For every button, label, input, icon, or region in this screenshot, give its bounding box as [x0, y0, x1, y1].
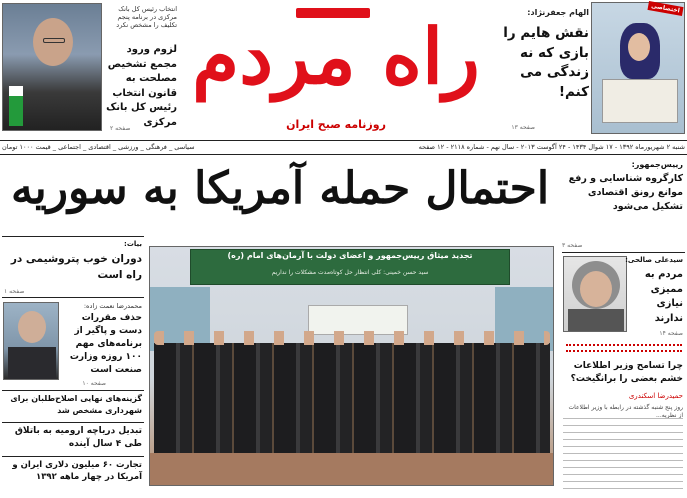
top-right-badge: اختصاصی [648, 1, 684, 16]
masthead-tagline: روزنامه صبح ایران [286, 118, 386, 131]
right-item3-body: روز پنج شنبه گذشته در رابطه با وزیر اطلاعات از نظریه... [568, 404, 683, 419]
left-item3-headline[interactable]: گزینه‌های نهایی اصلاح‌طلبان برای شهرداری مشخص شد [10, 394, 142, 415]
main-photo-banner-text: تجدید میثاق رییس‌جمهور و اعضای دولت با آرمان‌های امام (ره) [227, 251, 473, 260]
salehi-photo [563, 256, 627, 332]
info-bar-bottom-rule [0, 154, 687, 155]
actress-photo [591, 2, 685, 134]
left-item2-kicker: محمدرضا نعمت زاده: [83, 302, 142, 310]
top-right-headline: نقش هایم را بازی که نه زندگی می کنم! [503, 25, 589, 100]
left-divider-top [2, 236, 144, 237]
main-photo-group [154, 343, 550, 453]
left-divider-2 [2, 390, 144, 391]
left-column [0, 230, 146, 498]
right-column [560, 156, 687, 498]
masthead-name: راه مردم [192, 12, 480, 101]
right-item2-kicker: سیدعلی صالحی: [625, 256, 683, 264]
left-item1-headline[interactable]: دوران خوب پتروشیمی در راه است [10, 253, 142, 281]
right-item2-headline[interactable]: مردم به ممیزی نیازی ندارند [644, 269, 683, 324]
right-item3-byline: حمیدرضا اسکندری [628, 392, 683, 400]
left-item4-headline[interactable]: تبدیل دریاچه ارومیه به باتلاق طی ۴ سال آینده [14, 426, 142, 450]
masthead [186, 0, 486, 140]
left-item2-headline[interactable]: حذف مقررات دست و پاگیر از برنامه‌های مهم ۱۰۰ روزه وزارت صنعت است [69, 313, 142, 376]
right-divider-1 [562, 252, 685, 253]
right-item1-page: صفحه ۳ [562, 242, 583, 249]
left-item1-kicker: بیات: [124, 240, 142, 248]
info-bar-top-rule [0, 140, 687, 141]
nematzadeh-photo [3, 302, 59, 380]
top-left-page: صفحه ۲ [110, 125, 131, 132]
left-item5-headline[interactable]: تجارت ۶۰ میلیون دلاری ایران و آمریکا در چهار ماهه ۱۳۹۲ [12, 460, 142, 483]
right-item3-body-lines [563, 418, 683, 494]
left-divider-3 [2, 422, 144, 423]
main-headline[interactable]: احتمال حمله آمریکا به سوریه [10, 163, 550, 214]
top-right-byline: الهام جعفرنژاد: [527, 8, 589, 17]
left-item2-page: صفحه ۱۰ [82, 380, 106, 387]
top-right-teaser[interactable] [484, 2, 685, 136]
top-left-headline: لزوم ورود مجمع تشخیص مصلحت به قانون انتخاب رئیس کل بانک مرکزی [106, 44, 177, 128]
left-divider-1 [2, 297, 144, 298]
right-item1-headline[interactable]: کارگروه شناسایی و رفع موانع رونق اقتصادی تشکیل می‌شود [568, 173, 683, 212]
right-item3-headline[interactable]: چرا تسامح وزیر اطلاعات خشم بعضی را برانگیخت؟ [570, 361, 683, 385]
official-photo [2, 3, 102, 131]
right-ornament [566, 344, 682, 352]
info-bar-sections: سیاسی _ فرهنگی _ ورزشی _ اقتصادی _ اجتماعی _ قیمت ۱۰۰۰ تومان [2, 143, 195, 151]
top-left-teaser[interactable] [2, 3, 177, 136]
top-right-page: صفحه ۱۳ [511, 124, 535, 131]
info-bar-date: شنبه ۲ شهریورماه ۱۳۹۲ - ۱۷ شوال ۱۴۳۴ - ۲۴ آگوست ۲۰۱۳ - سال نهم - شماره ۲۱۱۸ - ۱۲ صفحه [418, 143, 685, 151]
main-photo [149, 246, 554, 486]
main-photo-sub-text: سید حسن خمینی: کلی انتظار حل کوتاه‌مدت مشکلات را نداریم [271, 269, 429, 276]
left-item1-page: صفحه ۱ [4, 288, 25, 295]
top-left-kicker: انتخاب رئیس کل بانک مرکزی در برنامه پنجم تکلیف را مشخص نکرد [116, 5, 177, 30]
left-divider-4 [2, 456, 144, 457]
right-item2-page: صفحه ۱۴ [659, 330, 683, 337]
right-item1-kicker: رییس‌جمهور: [631, 160, 683, 169]
